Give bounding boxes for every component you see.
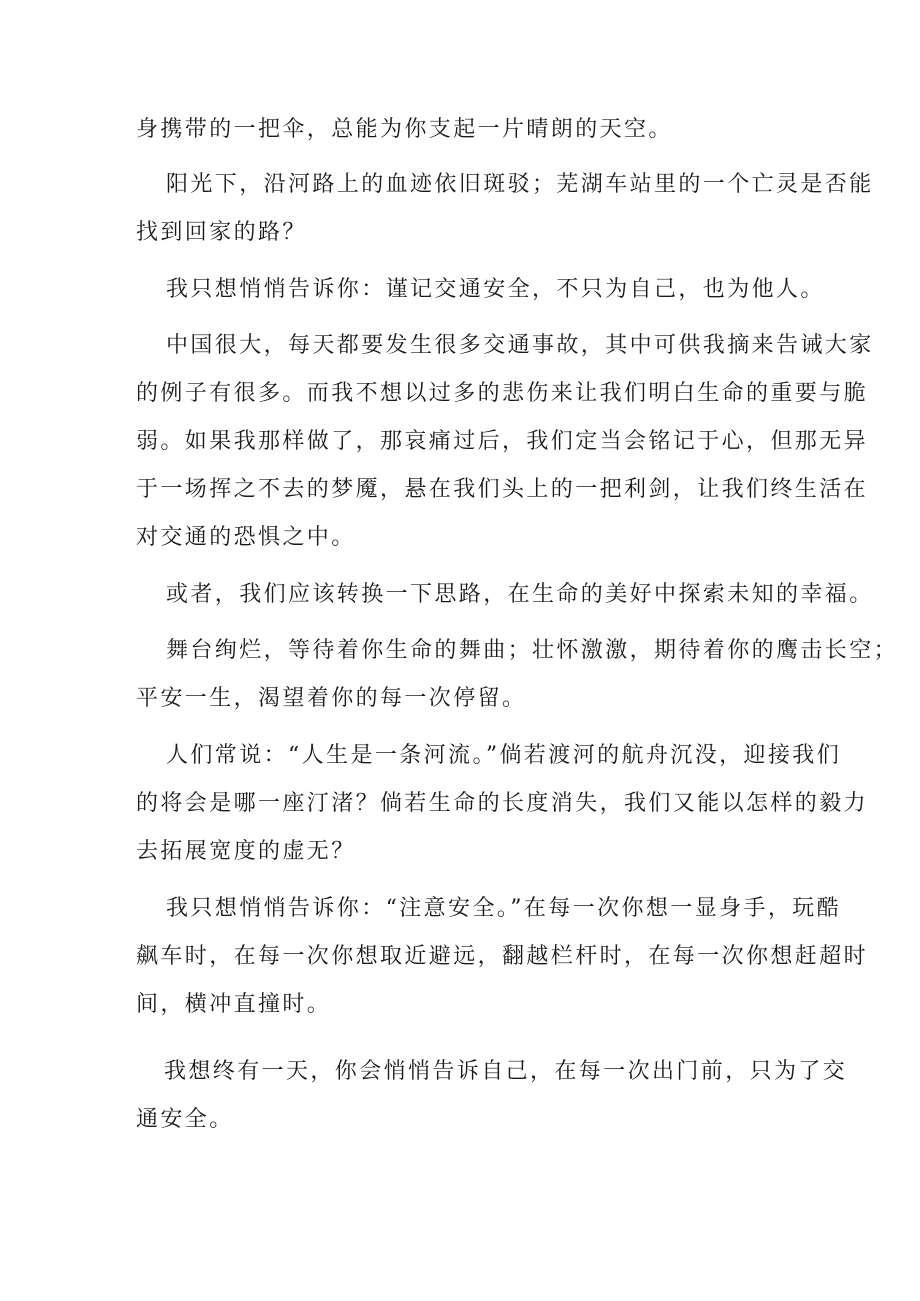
- paragraph-8-line-2: 飙车时，在每一次你想取近避远，翻越栏杆时，在每一次你想赶超时: [136, 944, 869, 969]
- paragraph-4-line-5: 对交通的恐惧之中。: [136, 525, 356, 550]
- paragraph-9-line-2: 通安全。: [136, 1107, 234, 1132]
- paragraph-8-line-3: 间，横冲直撞时。: [136, 992, 332, 1017]
- paragraph-5-line-1: 或者，我们应该转换一下思路，在生命的美好中探索未知的幸福。: [166, 582, 874, 607]
- paragraph-2-line-2: 找到回家的路？: [136, 220, 307, 245]
- paragraph-4-line-3: 弱。如果我那样做了，那哀痛过后，我们定当会铭记于心，但那无异: [136, 429, 869, 454]
- paragraph-9-line-1: 我想终有一天，你会悄悄告诉自己，在每一次出门前，只为了交: [164, 1059, 848, 1084]
- paragraph-6-line-2: 平安一生，渴望着你的每一次停留。: [136, 686, 527, 711]
- paragraph-7-line-1: 人们常说：“人生是一条河流。”倘若渡河的航舟沉没，迎接我们: [166, 743, 842, 768]
- paragraph-4-line-4: 于一场挥之不去的梦魇，悬在我们头上的一把利剑，让我们终生活在: [136, 477, 869, 502]
- paragraph-1-line-1: 身携带的一把伞，总能为你支起一片晴朗的天空。: [136, 117, 673, 142]
- paragraph-2-line-1: 阳光下，沿河路上的血迹依旧斑驳；芜湖车站里的一个亡灵是否能: [166, 172, 874, 197]
- paragraph-8-line-1: 我只想悄悄告诉你：“注意安全。”在每一次你想一显身手，玩酷: [166, 896, 842, 921]
- paragraph-4-line-2: 的例子有很多。而我不想以过多的悲伤来让我们明白生命的重要与脆: [136, 381, 869, 406]
- paragraph-7-line-3: 去拓展宽度的虚无？: [136, 839, 356, 864]
- paragraph-4-line-1: 中国很大，每天都要发生很多交通事故，其中可供我摘来告诫大家: [166, 333, 874, 358]
- paragraph-7-line-2: 的将会是哪一座汀渚？倘若生命的长度消失，我们又能以怎样的毅力: [136, 791, 869, 816]
- paragraph-6-line-1: 舞台绚烂，等待着你生命的舞曲；壮怀激激，期待着你的鹰击长空；: [166, 638, 899, 663]
- paragraph-3-line-1: 我只想悄悄告诉你：谨记交通安全，不只为自己，也为他人。: [166, 277, 825, 302]
